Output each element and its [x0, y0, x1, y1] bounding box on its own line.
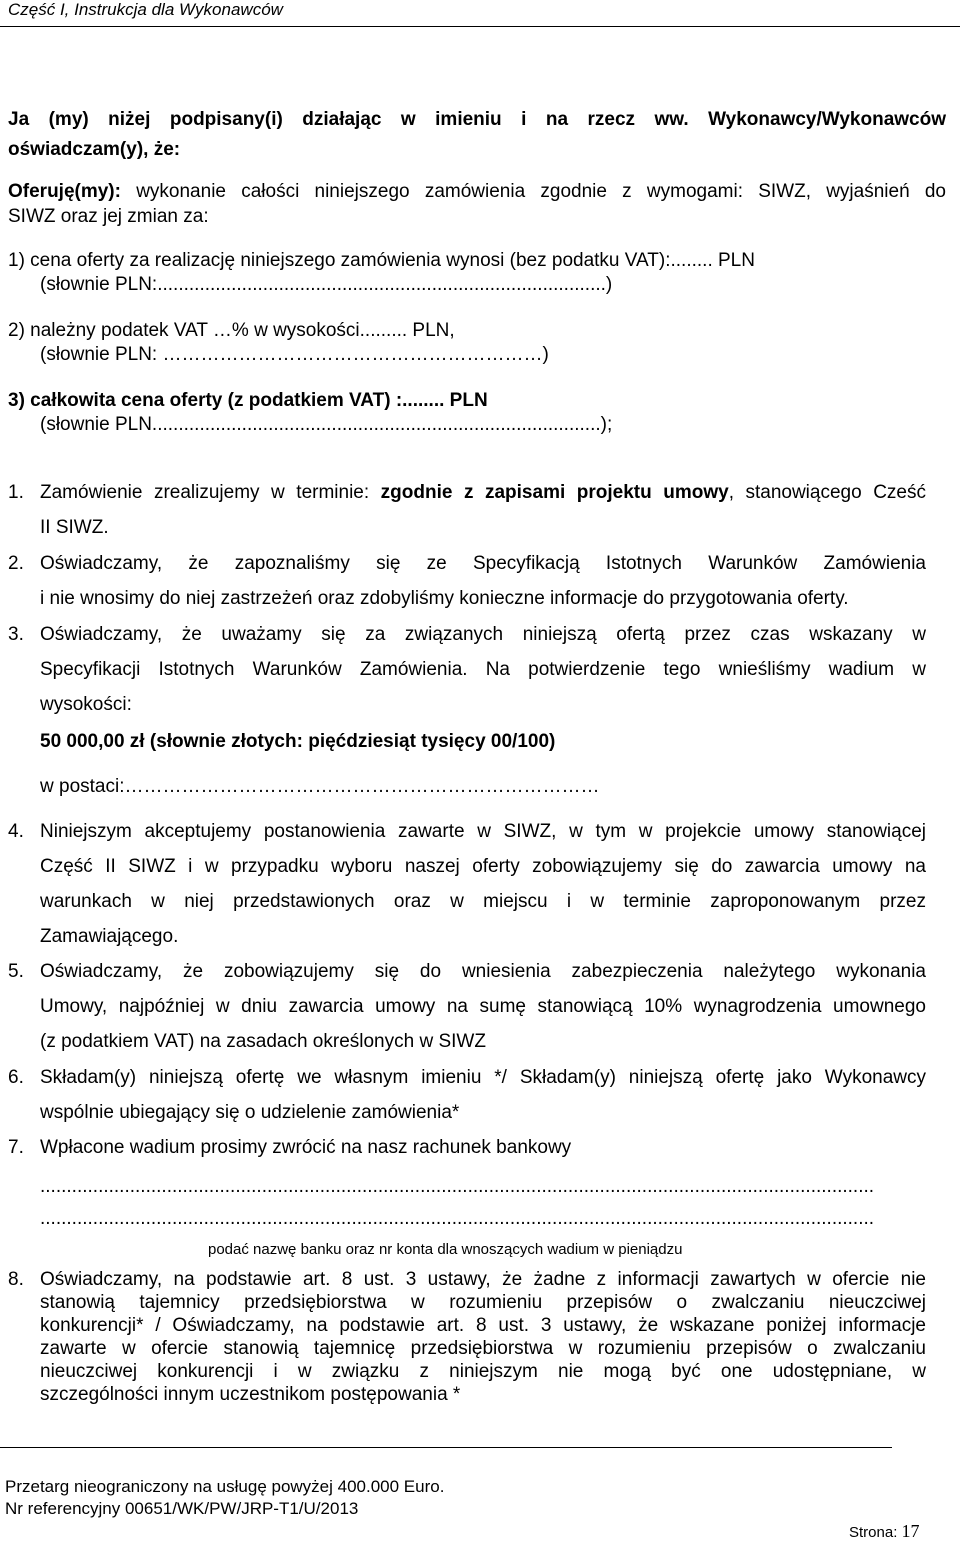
item-2-line-2: i nie wnosimy do niej zastrzeżeń oraz zdobyliśmy konieczne informacje do przygotowania oferty. — [40, 588, 849, 609]
item-1-l1c: , stanowiącego Cześć — [728, 482, 926, 503]
item-1-line-1 — [40, 475, 926, 510]
footer-tender-type: Przetarg nieograniczony na usługę powyżej 400.000 Euro. — [5, 1477, 445, 1496]
item-3-line-1: Oświadczamy, że uważamy się za związanych niniejszą ofertą przez czas wskazany w — [40, 624, 926, 645]
item-2-text — [40, 546, 926, 616]
item-8-line-5: nieuczciwej konkurencji i w związku z niniejszym nie mogą być one udostępniane, w — [40, 1361, 926, 1382]
item-1-number: 1. — [8, 482, 24, 503]
item-5-text — [40, 954, 926, 1059]
item-1-l1a: Zamówienie zrealizujemy w terminie: — [40, 482, 381, 503]
item-2-line-1: Oświadczamy, że zapoznaliśmy się ze Specyfikacją Istotnych Warunków Zamówienia — [40, 553, 926, 574]
item-1-l1b: zgodnie z zapisami projektu umowy — [380, 482, 729, 503]
item-4-line-4: Zamawiającego. — [40, 926, 179, 947]
header-divider — [0, 26, 960, 27]
item-5-line-1: Oświadczamy, że zobowiązujemy się do wniesienia zabezpieczenia należytego wykonania — [40, 961, 926, 982]
price-1-line-2: (słownie PLN:.....................................................................................) — [40, 274, 613, 295]
offer-line-1-rest: wykonanie całości niniejszego zamówienia zgodnie z wymogami: SIWZ, wyjaśnień do — [120, 181, 946, 202]
running-header: Część I, Instrukcja dla Wykonawców — [8, 0, 283, 19]
item-8-line-1: Oświadczamy, na podstawie art. 8 ust. 3 ustawy, że żadne z informacji zawartych w ofercie nie — [40, 1269, 926, 1290]
item-3-number: 3. — [8, 624, 24, 645]
item-3-amount: 50 000,00 zł (słownie złotych: pięćdziesiąt tysięcy 00/100) — [40, 731, 556, 752]
item-6-line-2: wspólnie ubiegający się o udzielenie zamówienia* — [40, 1102, 460, 1123]
bank-caption: podać nazwę banku oraz nr konta dla wnoszących wadium w pieniądzu — [208, 1241, 683, 1258]
item-8-number: 8. — [8, 1269, 24, 1290]
item-8-line-3: konkurencji* / Oświadczamy, na podstawie art. 8 ust. 3 ustawy, że wskazane poniżej informacje — [40, 1315, 926, 1336]
price-3-line-1: 3) całkowita cena oferty (z podatkiem VAT) :........ PLN — [8, 390, 488, 411]
offer-line-2: SIWZ oraz jej zmian za: — [8, 206, 209, 227]
footer-reference-number: Nr referencyjny 00651/WK/PW/JRP-T1/U/2013 — [5, 1499, 359, 1518]
item-5-number: 5. — [8, 961, 24, 982]
price-1-line-1: 1) cena oferty za realizację niniejszego zamówienia wynosi (bez podatku VAT):........ PLN — [8, 250, 755, 271]
item-5-line-3: (z podatkiem VAT) na zasadach określonych w SIWZ — [40, 1031, 486, 1052]
page-number — [849, 1521, 920, 1543]
item-3-line-2: Specyfikacji Istotnych Warunków Zamówienia. Na potwierdzenie tego wnieśliśmy wadium w — [40, 659, 926, 680]
item-4-line-2: Część II SIWZ i w przypadku wyboru naszej oferty zobowiązujemy się do zawarcia umowy na — [40, 856, 926, 877]
item-4-text — [40, 814, 926, 954]
bank-name-field: .............................................................................................................................................................. — [40, 1176, 875, 1197]
item-8-line-2: stanowią tajemnicy przedsiębiorstwa w rozumieniu przepisów o zwalczaniu nieuczciwej — [40, 1292, 926, 1313]
offer-lead: Oferuję(my): — [8, 181, 121, 202]
footer-divider — [0, 1447, 892, 1448]
item-3-text — [40, 617, 926, 722]
item-6-text — [40, 1060, 926, 1130]
item-8-line-4: zawarte w ofercie stanowią tajemnicę przedsiębiorstwa w rozumieniu przepisów o zwalczaniu — [40, 1338, 926, 1359]
item-6-line-1: Składam(y) niniejszą ofertę we własnym imieniu */ Składam(y) niniejszą ofertę jako Wykonawcy — [40, 1067, 926, 1088]
item-3-line-3: wysokości: — [40, 694, 132, 715]
intro-line-1: Ja (my) niżej podpisany(i) działając w imieniu i na rzecz ww. Wykonawcy/Wykonawców — [8, 109, 946, 130]
item-8-line-6: szczególności innym uczestnikom postępowania * — [40, 1384, 461, 1405]
item-8-text — [40, 1268, 926, 1406]
item-7-line-1: Wpłacone wadium prosimy zwrócić na nasz rachunek bankowy — [40, 1137, 572, 1158]
item-4-line-3: warunkach w niej przedstawionych oraz w miejscu i w terminie zaproponowanym przez — [40, 891, 926, 912]
page-label: Strona: — [849, 1524, 902, 1541]
item-1-text — [40, 475, 926, 545]
price-2-line-2: (słownie PLN: ……………………………………………………) — [40, 344, 549, 365]
item-1-line-2: II SIWZ. — [40, 517, 109, 538]
intro-line-2: oświadczam(y), że: — [8, 139, 181, 160]
price-2-line-1: 2) należny podatek VAT …% w wysokości......... PLN, — [8, 320, 455, 341]
item-3-form: w postaci:………………………………………………………………… — [40, 776, 600, 797]
item-7-number: 7. — [8, 1137, 24, 1158]
page-number-value: 17 — [901, 1521, 920, 1541]
price-3-line-2: (słownie PLN.....................................................................................); — [40, 414, 613, 435]
bank-account-field: .............................................................................................................................................................. — [40, 1208, 875, 1229]
item-4-line-1: Niniejszym akceptujemy postanowienia zawarte w SIWZ, w tym w projekcie umowy stanowiącej — [40, 821, 926, 842]
item-6-number: 6. — [8, 1067, 24, 1088]
item-5-line-2: Umowy, najpóźniej w dniu zawarcia umowy na sumę stanowiącą 10% wynagrodzenia umownego — [40, 996, 926, 1017]
item-2-number: 2. — [8, 553, 24, 574]
item-4-number: 4. — [8, 821, 24, 842]
